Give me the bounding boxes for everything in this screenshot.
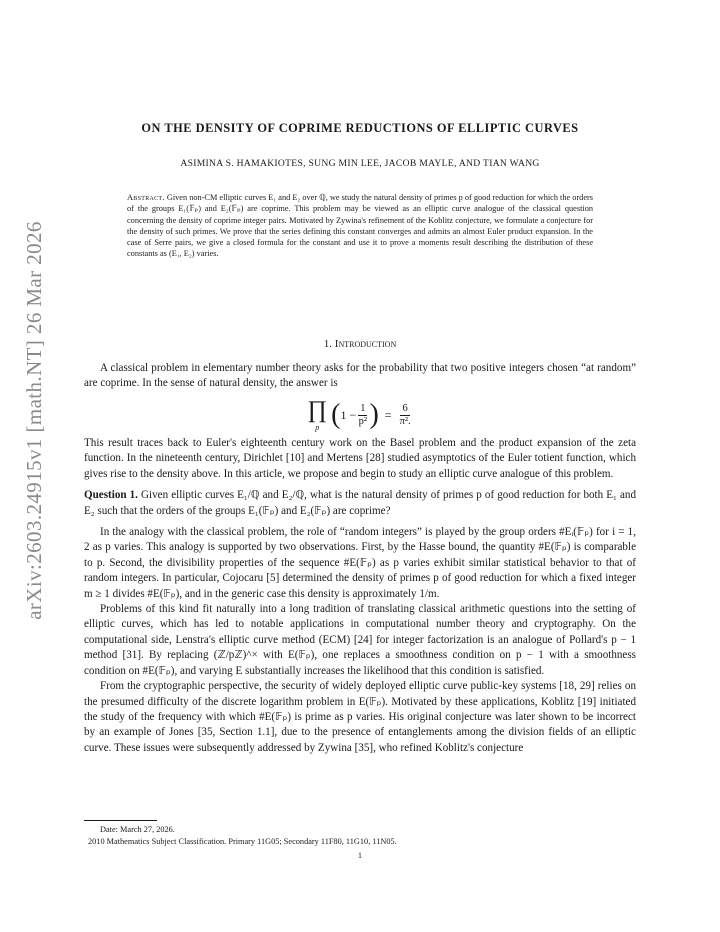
paragraph-1: A classical problem in elementary number theory asks for the probability that two positive integers chosen “at random” are coprime. In the sense of natural density, the answer is: [84, 362, 636, 390]
display-formula: [84, 393, 636, 437]
question-1: [84, 488, 636, 519]
paragraph-4: Problems of this kind fit naturally into a long tradition of translating classical arithmetic questions into the setting of elliptic curves, which has led to notable applications in computational number theory and cryptography. On the computational side, Lenstra's elliptic curve method (ECM) [24] for integer factorization is an analogue of Pollard's p − 1 method [31]. By replacing (ℤ/pℤ)^× with E(𝔽ₚ), one replaces a smoothness condition on p − 1 with a smoothness condition on #E(𝔽ₚ), and varying E substantially increases the likelihood that this condition is satisfied.: [84, 603, 636, 677]
paragraph-2: This result traces back to Euler's eighteenth century work on the Basel problem and the product expansion of the zeta function. In the nineteenth century, Dirichlet [10] and Mertens [28] studied asymptotics of the Euler totient function, which gives rise to the density above. In this article, we propose and begin to study an elliptic curve analogue of this problem.: [84, 437, 636, 480]
paper-title: ON THE DENSITY OF COPRIME REDUCTIONS OF ELLIPTIC CURVES: [141, 121, 579, 135]
abstract-text: Given non-CM elliptic curves E₁ and E₂ over ℚ, we study the natural density of primes p of good reduction for which the orders of the groups E₁(𝔽ₚ) and E₂(𝔽ₚ) are coprime. This problem may be viewed as an elliptic curve analogue of the classical question concerning the density of coprime integer pairs. Motivated by Zywina's refinement of the Koblitz conjecture, we formulate a conjecture for the density of such primes. We prove that the series defining this constant converges and admits an almost Euler product expansion. In the case of Serre pairs, we give a closed formula for the constant and use it to prove a moments result describing the distribution of these constants as (E₁, E₂) varies.: [127, 193, 593, 259]
fraction-reciprocal: [358, 403, 367, 428]
author-list: ASIMINA S. HAMAKIOTES, SUNG MIN LEE, JACOB MAYLE, AND TIAN WANG: [180, 158, 540, 169]
abstract-heading: Abstract.: [127, 193, 165, 202]
abstract: [127, 192, 593, 260]
section-title: Introduction: [334, 338, 397, 350]
one-minus: 1 −: [340, 407, 357, 422]
footnote-rule: [84, 820, 157, 821]
arxiv-identifier: [14, 160, 54, 680]
footnote-date: Date: March 27, 2026.: [100, 825, 175, 834]
section-number: 1.: [323, 338, 333, 350]
fraction-reciprocal-num: 1: [360, 402, 366, 414]
left-paren: (: [331, 399, 341, 430]
footnote-msc: 2010 Mathematics Subject Classification. Primary 11G05; Secondary 11F80, 11G10, 11N05.: [88, 837, 397, 846]
arxiv-identifier-text: arXiv:2603.24915v1 [math.NT] 26 Mar 2026: [21, 220, 46, 620]
fraction-density: [400, 403, 411, 428]
question-label: Question 1.: [84, 489, 138, 502]
product-symbol: ∏: [307, 397, 328, 423]
fraction-density-num: 6: [402, 402, 408, 414]
section-heading: [84, 338, 636, 350]
product-operator: [307, 398, 327, 432]
question-text: Given elliptic curves E₁/ℚ and E₂/ℚ, what is the natural density of primes p of good reduction for both E₁ and E₂ such that the orders of the groups E₁(𝔽ₚ) and E₂(𝔽ₚ) are coprime?: [84, 489, 636, 517]
paragraph-intro: [84, 361, 636, 392]
paragraph-5: From the cryptographic perspective, the security of widely deployed elliptic curve public-key systems [18, 29] relies on the presumed difficulty of the discrete logarithm problem in E(𝔽ₚ). Motivated by these applications, Koblitz [19] initiated the study of the frequency with which #E(𝔽ₚ) is prime as p varies. His original conjecture was later shown to be incorrect by an example of Jones [35, Section 1.1], due to the presence of entanglements among the division fields of an elliptic curve. These issues were subsequently addressed by Zywina [35], who refined Koblitz's conjecture: [84, 680, 636, 754]
page-number: 1: [357, 851, 363, 860]
product-index: p: [315, 423, 320, 432]
fraction-reciprocal-den: p²: [358, 415, 368, 427]
right-paren: ): [369, 399, 379, 430]
fraction-density-den: π².: [399, 415, 411, 427]
paragraph-3: In the analogy with the classical problem, the role of “random integers” is played by the group orders #Eᵢ(𝔽ₚ) for i = 1, 2 as p varies. This analogy is supported by two observations. First, by the Hasse bound, the quantity #E(𝔽ₚ) is comparable to p. Second, the divisibility properties of the sequence #E(𝔽ₚ) as p varies exhibit similar statistical behavior to that of random integers. In particular, Cojocaru [5] determined the density of primes p of good reduction for which a fixed integer m ≥ 1 divides #E(𝔽ₚ), and in the generic case this density is approximately 1/m.: [84, 526, 636, 600]
body-text: [84, 436, 636, 756]
equals-sign: =: [384, 407, 392, 422]
